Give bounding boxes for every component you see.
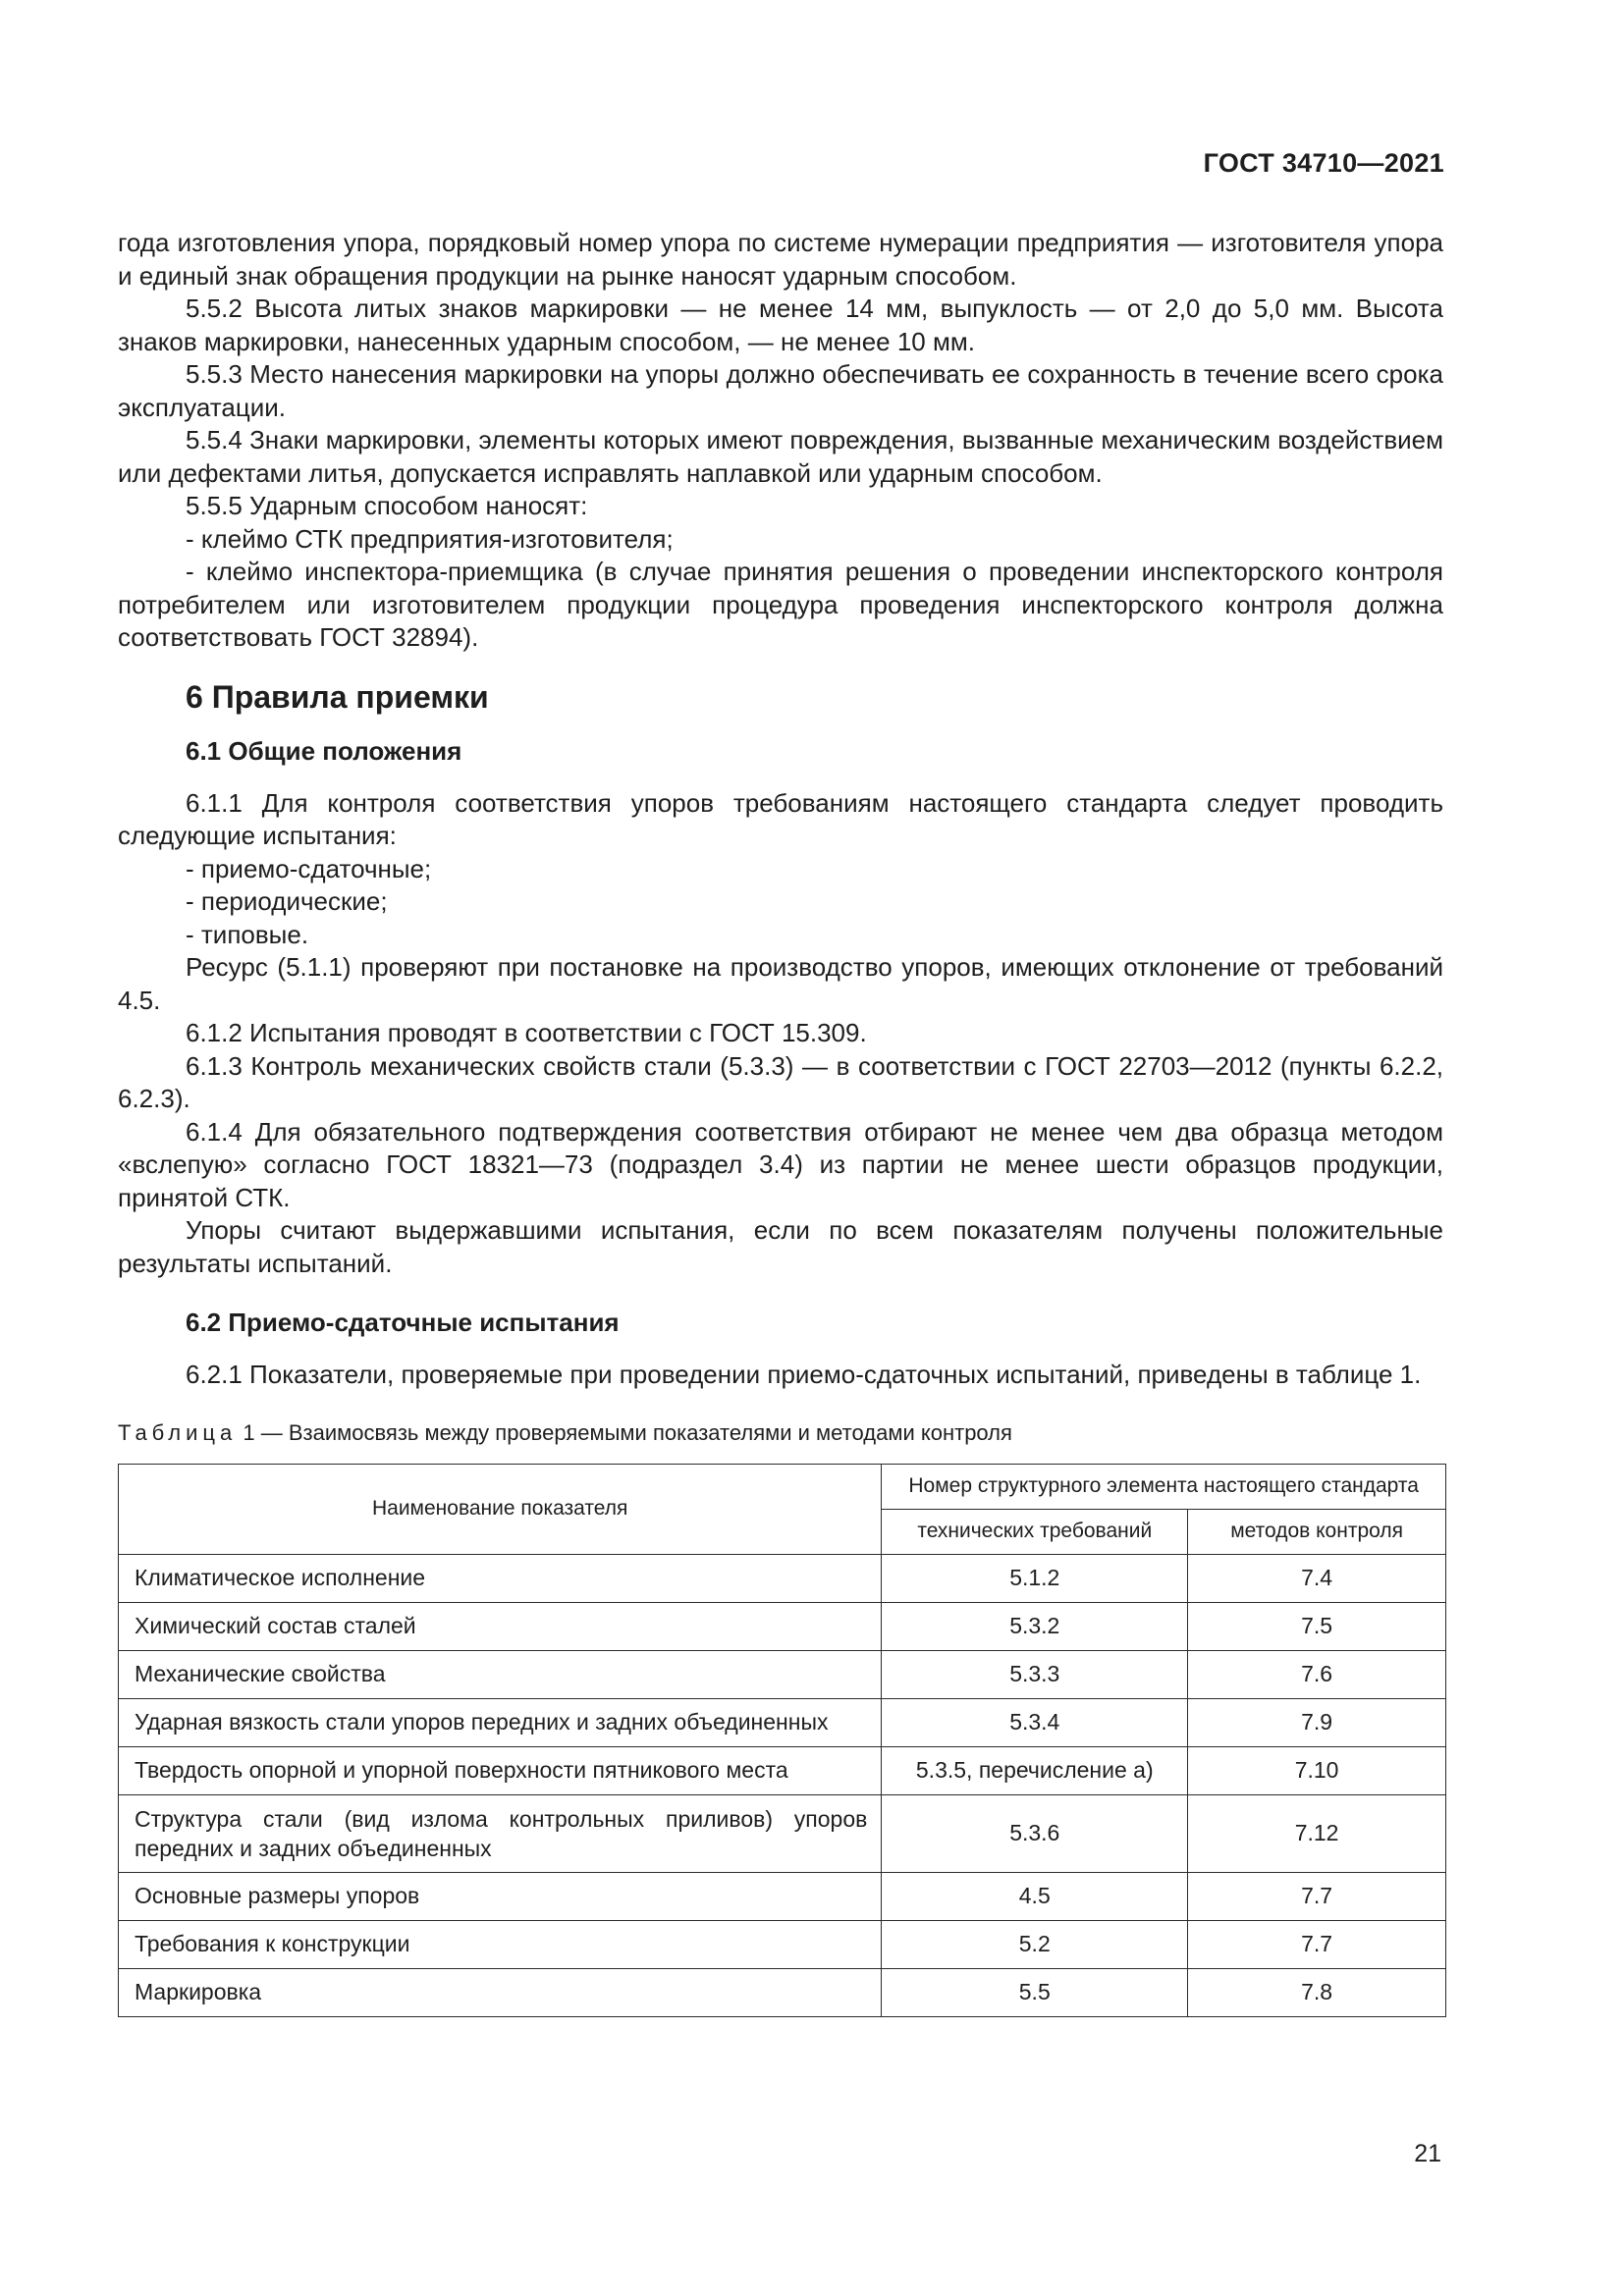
table-caption: [118, 1416, 1443, 1450]
table-row: [119, 1794, 1446, 1872]
table-row: [119, 1968, 1446, 2016]
table-row: [119, 1602, 1446, 1650]
table-caption-text: 1 — Взаимосвязь между проверяемыми показателями и методами контроля: [243, 1420, 1012, 1445]
paragraph: года изготовления упора, порядковый номер упора по системе нумерации предприятия — изготовителя упора и единый знак обращения продукции на рынке наносят ударным способом.: [118, 228, 1443, 291]
cell-tech: 5.1.2: [882, 1554, 1188, 1602]
table-1: [118, 1464, 1446, 2017]
paragraph: 5.5.2 Высота литых знаков маркировки — не менее 14 мм, выпуклость — от 2,0 до 5,0 мм. Высота знаков маркировки, нанесенных ударным способом, — не менее 10 мм.: [118, 294, 1443, 356]
cell-method: 7.7: [1188, 1872, 1446, 1920]
column-header-name: Наименование показателя: [119, 1464, 882, 1554]
table-row: [119, 1698, 1446, 1746]
table-row: [119, 1872, 1446, 1920]
cell-tech: 5.3.3: [882, 1650, 1188, 1698]
column-header-group: Номер структурного элемента настоящего стандарта: [882, 1464, 1446, 1509]
paragraph: 5.5.4 Знаки маркировки, элементы которых имеют повреждения, вызванные механическим воздействием или дефектами литья, допускается исправлять наплавкой или ударным способом.: [118, 425, 1443, 488]
paragraph: 5.5.3 Место нанесения маркировки на упоры должно обеспечивать ее сохранность в течение всего срока эксплуатации.: [118, 359, 1443, 422]
cell-tech: 5.3.6: [882, 1794, 1188, 1872]
list-item: - типовые.: [186, 919, 309, 949]
table-row: [119, 1650, 1446, 1698]
column-header-tech: технических требований: [882, 1509, 1188, 1554]
list-item: - приемо-сдаточные;: [186, 853, 432, 883]
subsection-heading: 6.2 Приемо-сдаточные испытания: [186, 1308, 620, 1337]
section-heading: 6 Правила приемки: [186, 678, 489, 715]
paragraph: 6.1.2 Испытания проводят в соответствии с ГОСТ 15.309.: [186, 1018, 867, 1047]
cell-tech: 5.3.2: [882, 1602, 1188, 1650]
cell-name: Требования к конструкции: [119, 1920, 882, 1968]
paragraph: 5.5.5 Ударным способом наносят:: [186, 491, 588, 520]
cell-name: Структура стали (вид излома контрольных приливов) упоров передних и задних объединенных: [119, 1794, 882, 1872]
cell-method: 7.10: [1188, 1746, 1446, 1794]
cell-method: 7.5: [1188, 1602, 1446, 1650]
cell-method: 7.8: [1188, 1968, 1446, 2016]
cell-name: Климатическое исполнение: [119, 1554, 882, 1602]
table-row: [119, 1554, 1446, 1602]
paragraph: 6.1.4 Для обязательного подтверждения соответствия отбирают не менее чем два образца методом «вслепую» согласно ГОСТ 18321—73 (подраздел 3.4) из партии не менее шести образцов продукции, принятой СТК.: [118, 1116, 1443, 1212]
column-header-methods: методов контроля: [1188, 1509, 1446, 1554]
subsection-heading: 6.1 Общие положения: [186, 736, 462, 766]
cell-method: 7.4: [1188, 1554, 1446, 1602]
list-item: - клеймо СТК предприятия-изготовителя;: [186, 523, 674, 554]
cell-name: Химический состав сталей: [119, 1602, 882, 1650]
list-item: - клеймо инспектора-приемщика (в случае принятия решения о проведении инспекторского контроля потребителем или изготовителем продукции процедура проведения инспекторского контроля должна соответствовать ГОСТ 32894).: [118, 557, 1443, 652]
cell-tech: 4.5: [882, 1872, 1188, 1920]
table-row: [119, 1746, 1446, 1794]
table-row: [119, 1920, 1446, 1968]
list-item: - периодические;: [186, 886, 388, 916]
document-header: ГОСТ 34710—2021: [1203, 148, 1444, 178]
cell-name: Основные размеры упоров: [119, 1872, 882, 1920]
paragraph: Упоры считают выдержавшими испытания, если по всем показателям получены положительные результаты испытаний.: [118, 1215, 1443, 1278]
cell-tech: 5.3.4: [882, 1698, 1188, 1746]
cell-name: Маркировка: [119, 1968, 882, 2016]
cell-tech: 5.5: [882, 1968, 1188, 2016]
cell-method: 7.6: [1188, 1650, 1446, 1698]
paragraph: 6.1.3 Контроль механических свойств стали (5.3.3) — в соответствии с ГОСТ 22703—2012 (пункты 6.2.2, 6.2.3).: [118, 1050, 1443, 1113]
cell-name: Ударная вязкость стали упоров передних и задних объединенных: [119, 1698, 882, 1746]
cell-tech: 5.2: [882, 1920, 1188, 1968]
table-caption-label: Таблица: [118, 1420, 238, 1445]
cell-tech: 5.3.5, перечисление а): [882, 1746, 1188, 1794]
cell-method: 7.9: [1188, 1698, 1446, 1746]
cell-name: Твердость опорной и упорной поверхности пятникового места: [119, 1746, 882, 1794]
page-content: [118, 227, 1443, 2017]
cell-method: 7.12: [1188, 1794, 1446, 1872]
page-number: 21: [1414, 2140, 1441, 2167]
paragraph: Ресурс (5.1.1) проверяют при постановке на производство упоров, имеющих отклонение от требований 4.5.: [118, 952, 1443, 1015]
cell-method: 7.7: [1188, 1920, 1446, 1968]
paragraph: 6.2.1 Показатели, проверяемые при проведении приемо-сдаточных испытаний, приведены в таблице 1.: [186, 1359, 1422, 1389]
paragraph: 6.1.1 Для контроля соответствия упоров требованиям настоящего стандарта следует проводить следующие испытания:: [118, 787, 1443, 850]
cell-name: Механические свойства: [119, 1650, 882, 1698]
